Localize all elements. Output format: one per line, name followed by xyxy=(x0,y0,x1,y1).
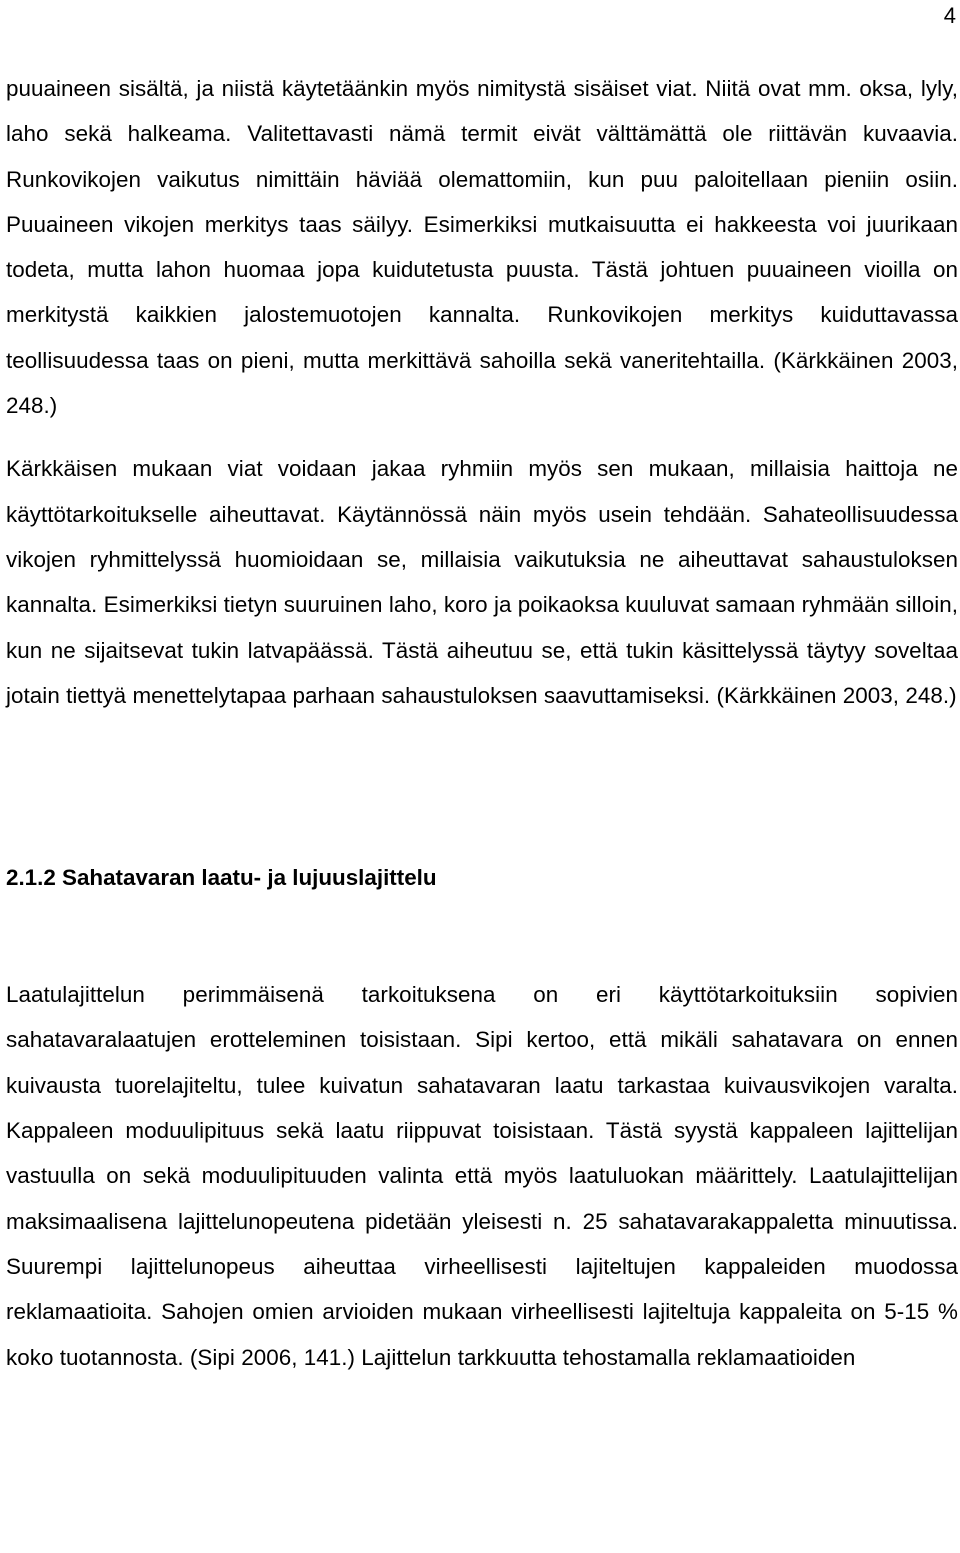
page-number: 4 xyxy=(943,3,956,28)
paragraph-quality-sorting: Laatulajittelun perimmäisenä tarkoituksena on eri käyttötarkoituksiin sopivien sahatavaralaatujen erotteleminen toisistaan. Sipi kertoo, että mikäli sahatavara on ennen kuivausta tuorelajiteltu, tulee kuivatun sahatavaran laatu tarkastaa kuivausvikojen varalta. Kappaleen moduulipituus sekä laatu riippuvat toisistaan. Tästä syystä kappaleen lajittelijan vastuulla on sekä moduulipituuden valinta että myös laatuluokan määrittely. Laatulajittelijan maksimaalisena lajittelunopeutena pidetään yleisesti n. 25 sahatavarakappaletta minuutissa. Suurempi lajittelunopeus aiheuttaa virheellisesti lajiteltujen kappaleiden muodossa reklamaatioita. Sahojen omien arvioiden mukaan virheellisesti lajiteltuja kappaleita on 5-15 % koko tuotannosta. (Sipi 2006, 141.) Lajittelun tarkkuutta tehostamalla reklamaatioiden xyxy=(6,982,958,1370)
paragraph-spacer xyxy=(6,428,958,446)
document-body xyxy=(6,66,958,1380)
paragraph-internal-defects: puuaineen sisältä, ja niistä käytetäänkin myös nimitystä sisäiset viat. Niitä ovat mm. oksa, lyly, laho sekä halkeama. Valitettavasti nämä termit eivät välttämättä ole riittävän kuvaavia. Runkovikojen vaikutus nimittäin häviää olemattomiin, kun puu paloitellaan pieniin osiin. Puuaineen vikojen merkitys taas säilyy. Esimerkiksi mutkaisuutta ei hakkeesta voi juurikaan todeta, mutta lahon huomaa jopa kuidutetusta puusta. Tästä johtuen puuaineen vioilla on merkitystä kaikkien jalostemuotojen kannalta. Runkovikojen merkitys kuiduttavassa teollisuudessa taas on pieni, mutta merkittävä sahoilla sekä vaneritehtailla. (Kärkkäinen 2003, 248.) xyxy=(6,76,958,419)
heading-spacer xyxy=(6,900,958,972)
section-heading: 2.1.2 Sahatavaran laatu- ja lujuuslajittelu xyxy=(6,865,437,891)
section-spacer xyxy=(6,718,958,855)
paragraph-defect-grouping: Kärkkäisen mukaan viat voidaan jakaa ryhmiin myös sen mukaan, millaisia haittoja ne käyttötarkoitukselle aiheuttavat. Käytännössä näin myös usein tehdään. Sahateollisuudessa vikojen ryhmittelyssä huomioidaan se, millaisia vaikutuksia ne aiheuttavat sahaustuloksen kannalta. Esimerkiksi tietyn suuruinen laho, koro ja poikaoksa kuuluvat samaan ryhmään silloin, kun ne sijaitsevat tukin latvapäässä. Tästä aiheutuu se, että tukin käsittelyssä täytyy soveltaa jotain tiettyä menettelytapaa parhaan sahaustuloksen saavuttamiseksi. (Kärkkäinen 2003, 248.) xyxy=(6,456,958,708)
